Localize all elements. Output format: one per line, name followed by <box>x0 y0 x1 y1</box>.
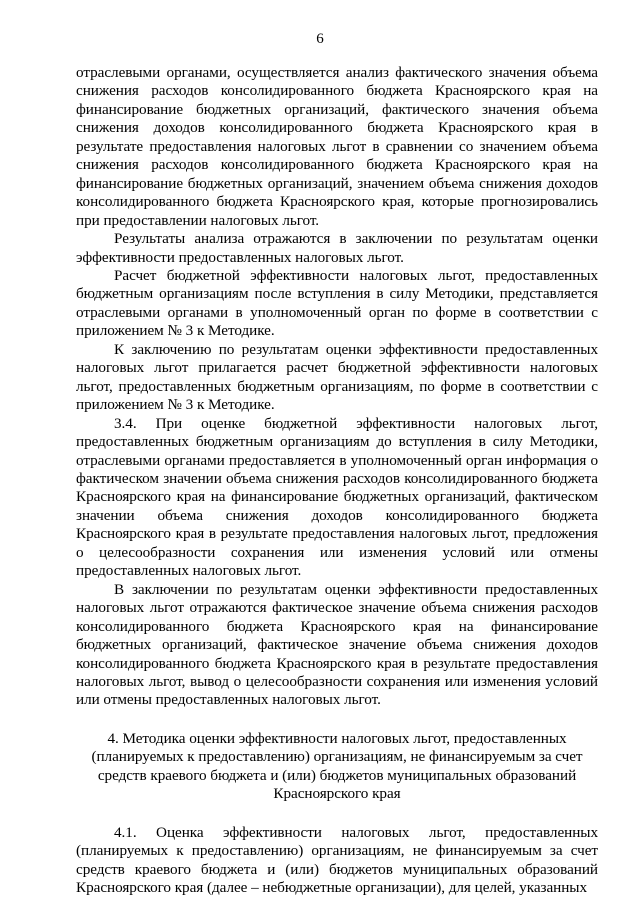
paragraph-continuation: отраслевыми органами, осуществляется анализ фактического значения объема снижения расходов консолидированного бюджета Красноярского края на финансирование бюджетных организаций, фактического значения объема снижения доходов консолидированного бюджета Красноярского края в результате предоставления налоговых льгот в сравнении со значением объема снижения расходов консолидированного бюджета Красноярского края на финансирование бюджетных организаций, значением объема снижения доходов консолидированного бюджета Красноярского края, которые прогнозировались при предоставлении налоговых льгот. <box>76 64 598 229</box>
section-heading <box>76 730 598 804</box>
document-body <box>76 64 598 897</box>
paragraph-analysis-results: Результаты анализа отражаются в заключении по результатам оценки эффективности предоставленных налоговых льгот. <box>76 230 598 266</box>
section-heading-line: 4. Методика оценки эффективности налоговых льгот, предоставленных <box>107 729 567 747</box>
section-heading-line: Красноярского края <box>273 785 401 803</box>
paragraph-budget-efficiency-calculation: Расчет бюджетной эффективности налоговых льгот, предоставленных бюджетным организациям после вступления в силу Методики, представляется отраслевыми органами в уполномоченный орган по форме в соответствии с приложением № 3 к Методике. <box>76 266 598 340</box>
section-heading-line: (планируемых к предоставлению) организациям, не финансируемым за счет <box>91 748 583 766</box>
paragraph-clause-4-1: 4.1. Оценка эффективности налоговых льгот, предоставленных (планируемых к предоставлению) организациям, не финансируемым за счет средств краевого бюджета и (или) бюджетов муниципальных образований Красноярского края (далее – небюджетные организации), для целей, указанных <box>76 823 598 897</box>
section-heading-line: средств краевого бюджета и (или) бюджетов муниципальных образований <box>97 766 577 784</box>
page-number: 6 <box>316 31 324 47</box>
paragraph-conclusion-attachment: К заключению по результатам оценки эффективности предоставленных налоговых льгот прилагается расчет бюджетной эффективности налоговых льгот, предоставленных бюджетным организациям, по форме в соответствии с приложением № 3 к Методике. <box>76 340 598 414</box>
paragraph-conclusion-contents: В заключении по результатам оценки эффективности предоставленных налоговых льгот отражаются фактическое значение объема снижения расходов консолидированного бюджета Красноярского края на финансирование бюджетных организаций, фактическое значение объема снижения доходов консолидированного бюджета Красноярского края в результате предоставления налоговых льгот, вывод о целесообразности сохранения или изменения условий или отмены предоставленных налоговых льгот. <box>76 580 598 709</box>
paragraph-clause-3-4: 3.4. При оценке бюджетной эффективности налоговых льгот, предоставленных бюджетным организациям до вступления в силу Методики, отраслевыми органами предоставляется в уполномоченный орган информация о фактическом значении объема снижения расходов консолидированного бюджета Красноярского края на финансирование бюджетных организаций, фактическом значении объема снижения доходов консолидированного бюджета Красноярского края в результате предоставления налоговых льгот, предложения о целесообразности сохранения или изменения условий или отмены предоставленных налоговых льгот. <box>76 414 598 580</box>
